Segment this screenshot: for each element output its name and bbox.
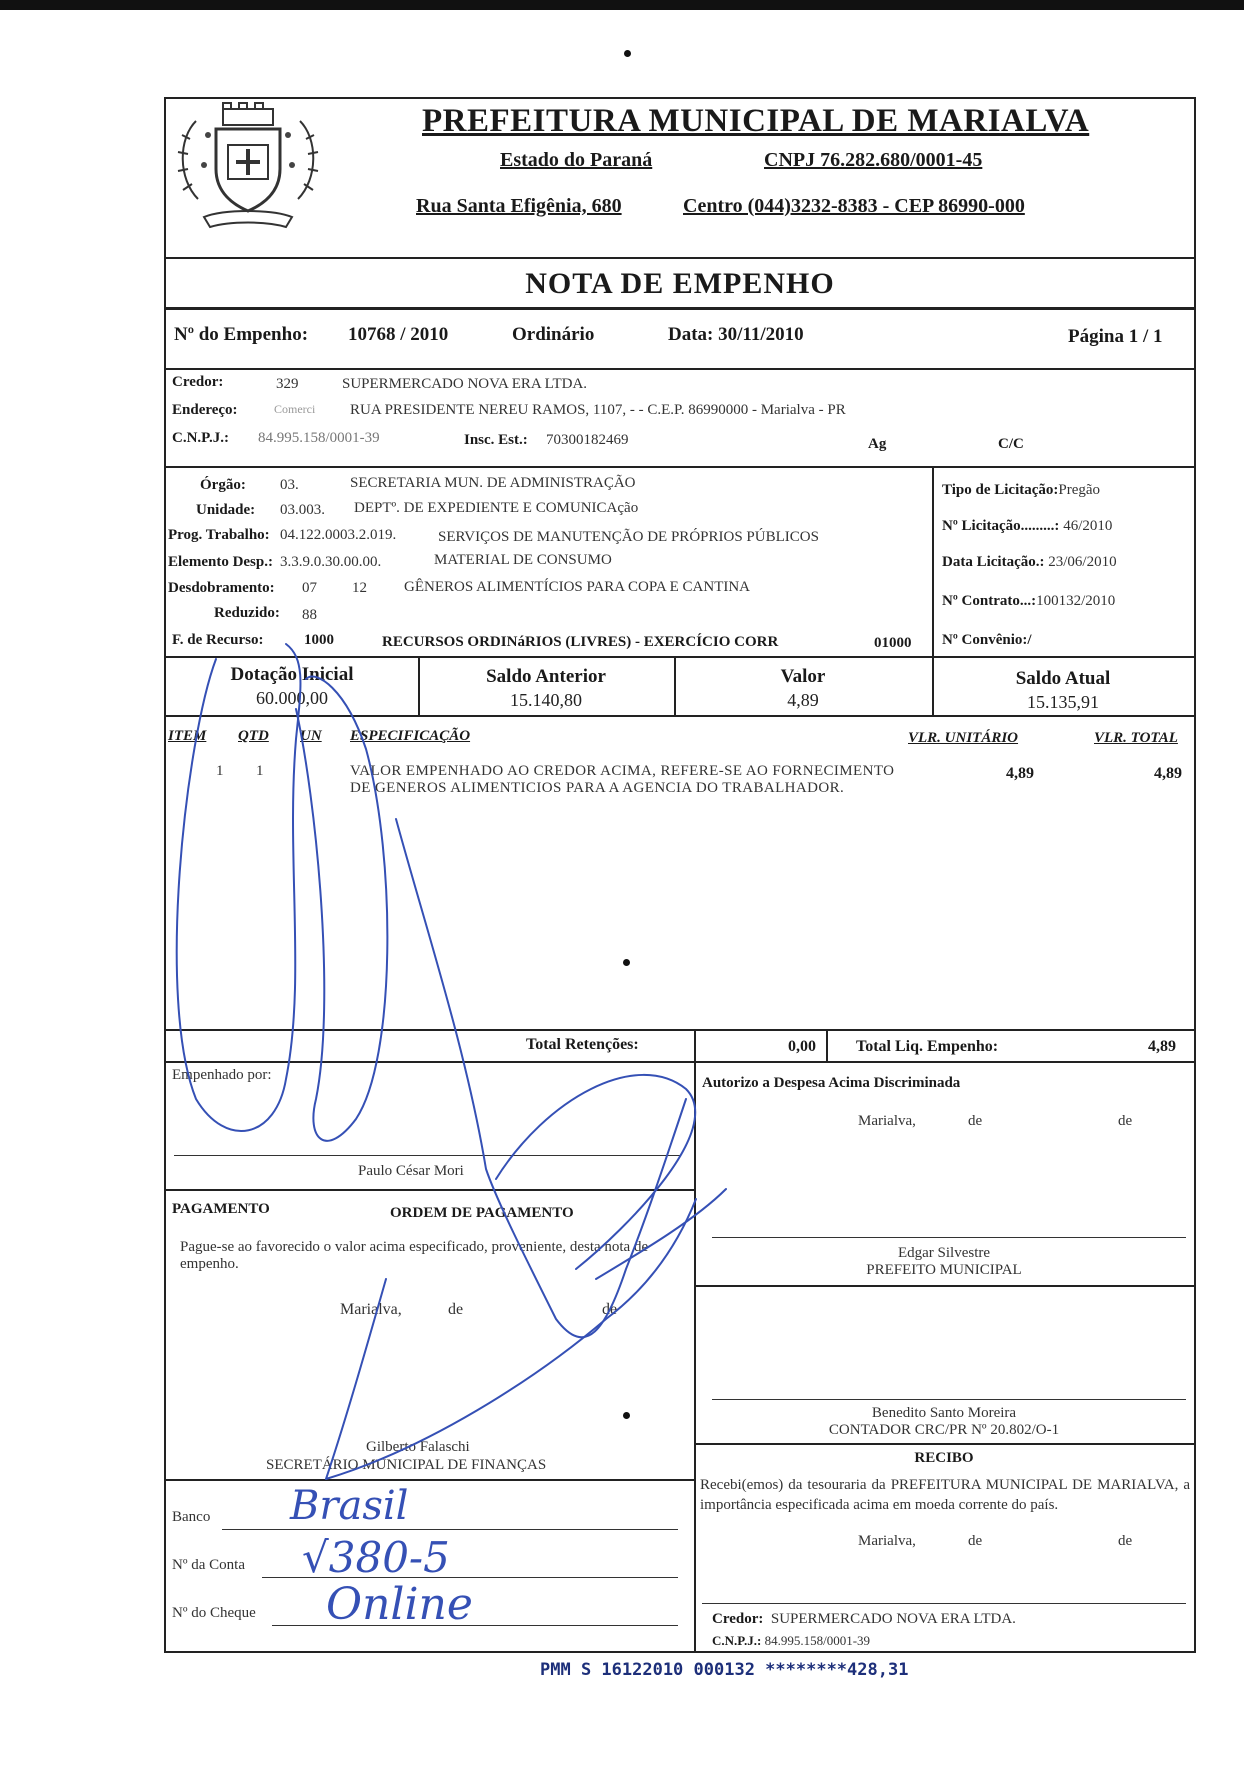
col-item-header: ITEM: [168, 728, 207, 744]
cheque-handwriting: Online: [326, 1579, 473, 1630]
contador-name: Benedito Santo Moreira: [871, 1405, 1017, 1421]
cheque-label: Nº do Cheque: [172, 1605, 256, 1621]
pagamento-label: PAGAMENTO: [172, 1201, 270, 1217]
col-unit-header: VLR. UNITÁRIO: [908, 730, 1019, 746]
saldo-anterior-label: Saldo Anterior: [486, 666, 606, 687]
orgao-code: 03.: [280, 477, 299, 493]
ag-label: Ag: [868, 436, 887, 452]
recurso-code2: 01000: [874, 635, 912, 651]
signature-strokes: [166, 99, 1194, 1651]
credor-name: SUPERMERCADO NOVA ERA LTDA.: [342, 376, 588, 392]
recibo-text: Recebi(emos) da tesouraria da PREFEITURA MUNICIPAL DE MARIALVA, a importância especificada acima em moeda corrente do país.: [700, 1477, 1190, 1513]
header-address: Rua Santa Efigênia, 680: [416, 195, 622, 217]
credor-label: Credor:: [172, 374, 224, 390]
secretario-title: SECRETÁRIO MUNICIPAL DE FINANÇAS: [266, 1457, 547, 1473]
valor-value: 4,89: [787, 690, 819, 710]
empenho-type: Ordinário: [512, 324, 595, 345]
conta-label: Nº da Conta: [172, 1557, 245, 1573]
secretario-name: Gilberto Falaschi: [366, 1439, 470, 1455]
pagamento-de1: de: [448, 1301, 464, 1318]
elem-label: Elemento Desp.:: [168, 554, 273, 570]
empenhado-por-label: Empenhado por:: [172, 1067, 272, 1083]
banco-handwriting: Brasil: [290, 1483, 409, 1529]
endereco-value: RUA PRESIDENTE NEREU RAMOS, 1107, - - C.E.P. 86990000 - Marialva - PR: [350, 402, 846, 418]
retencoes-label: Total Retenções:: [526, 1036, 639, 1053]
reduzido-label: Reduzido:: [214, 605, 280, 621]
licitacao-contrato: Nº Contrato...:100132/2010: [942, 593, 1116, 609]
recibo-de1: de: [968, 1533, 983, 1549]
elem-name: MATERIAL DE CONSUMO: [434, 552, 612, 568]
header-state: Estado do Paraná: [500, 149, 653, 171]
reduzido-value: 88: [302, 607, 317, 623]
autorizo-place: Marialva,: [858, 1113, 916, 1129]
col-qtd-header: QTD: [238, 728, 269, 744]
unidade-label: Unidade:: [196, 502, 256, 518]
endereco-prefix: Comerci: [274, 402, 316, 416]
pagamento-place: Marialva,: [340, 1301, 402, 1318]
row-qtd: 1: [256, 763, 264, 779]
orgao-name: SECRETARIA MUN. DE ADMINISTRAÇÃO: [350, 475, 636, 491]
retencoes-value: 0,00: [788, 1038, 816, 1055]
insc-value: 70300182469: [546, 432, 629, 448]
conta-handwriting: √380-5: [302, 1533, 450, 1582]
col-un-header: UN: [300, 728, 322, 744]
autorizo-de2: de: [1118, 1113, 1133, 1129]
prefeito-name: Edgar Silvestre: [897, 1245, 991, 1261]
empenho-date: Data: 30/11/2010: [668, 324, 804, 345]
pagamento-de2: de: [602, 1301, 618, 1318]
saldo-anterior-value: 15.140,80: [510, 690, 582, 710]
unidade-code: 03.003.: [280, 502, 325, 518]
prog-code: 04.122.0003.2.019.: [280, 527, 397, 543]
prefeito-title: PREFEITO MUNICIPAL: [866, 1262, 1022, 1278]
saldo-atual-value: 15.135,91: [1027, 692, 1099, 712]
recibo-place: Marialva,: [858, 1533, 916, 1549]
recurso-name: RECURSOS ORDINáRIOS (LIVRES) - EXERCÍCIO CORR: [382, 634, 779, 650]
unidade-name: DEPTº. DE EXPEDIENTE E COMUNICAção: [354, 500, 639, 516]
valor-label: Valor: [780, 666, 826, 687]
contador-title: CONTADOR CRC/PR Nº 20.802/O-1: [828, 1422, 1060, 1438]
desd-label: Desdobramento:: [168, 580, 275, 596]
recibo-credor: Credor: SUPERMERCADO NOVA ERA LTDA.: [712, 1611, 1016, 1627]
credor-code: 329: [276, 376, 299, 392]
header-cnpj: CNPJ 76.282.680/0001-45: [764, 149, 983, 171]
desd-code1: 07: [302, 580, 317, 596]
document-title: NOTA DE EMPENHO: [525, 267, 835, 300]
header-contact: Centro (044)3232-8383 - CEP 86990-000: [683, 195, 1025, 217]
desd-code2: 12: [352, 580, 367, 596]
row-item: 1: [216, 763, 224, 779]
licitacao-tipo-label: Tipo de Licitação:Pregão: [942, 482, 1101, 498]
dotacao-inicial-label: Dotação Inicial: [230, 664, 354, 685]
payment-stamp: PMM S 16122010 000132 ********428,31: [540, 1660, 909, 1680]
empenho-number-label: Nº do Empenho:: [174, 324, 309, 345]
nota-empenho-form: [164, 97, 1196, 1653]
insc-label: Insc. Est.:: [464, 432, 528, 448]
cnpj-value: 84.995.158/0001-39: [258, 430, 380, 446]
scan-dot: [624, 50, 631, 57]
liq-empenho-value: 4,89: [1148, 1038, 1176, 1055]
licitacao-num: Nº Licitação.........: 46/2010: [942, 518, 1113, 534]
endereco-label: Endereço:: [172, 402, 238, 418]
liq-empenho-label: Total Liq. Empenho:: [856, 1038, 999, 1055]
elem-code: 3.3.9.0.30.00.00.: [280, 554, 382, 570]
prog-name: SERVIÇOS DE MANUTENÇÃO DE PRÓPRIOS PÚBLICOS: [438, 529, 819, 545]
scan-top-border: [0, 0, 1244, 10]
autorizo-de1: de: [968, 1113, 983, 1129]
licitacao-convenio: Nº Convênio:/: [942, 632, 1032, 648]
pagamento-text: Pague-se ao favorecido o valor acima especificado, proveniente, desta nota de empenho.: [180, 1239, 649, 1272]
col-spec-header: ESPECIFICAÇÃO: [350, 728, 471, 744]
page-number: Página 1 / 1: [1068, 326, 1163, 347]
cnpj-label: C.N.P.J.:: [172, 430, 229, 446]
empenhado-por-name: Paulo César Mori: [358, 1163, 464, 1179]
desd-name: GÊNEROS ALIMENTÍCIOS PARA COPA E CANTINA: [404, 579, 751, 595]
dotacao-inicial-value: 60.000,00: [256, 688, 328, 708]
recurso-code: 1000: [304, 632, 334, 648]
row-total: 4,89: [1154, 765, 1182, 782]
saldo-atual-label: Saldo Atual: [1015, 668, 1111, 689]
recibo-label: RECIBO: [914, 1450, 974, 1466]
row-spec: VALOR EMPENHADO AO CREDOR ACIMA, REFERE-SE AO FORNECIMENTO DE GENEROS ALIMENTICIOS PARA A AGENCIA DO TRABALHADOR.: [350, 763, 895, 796]
cc-label: C/C: [998, 436, 1024, 452]
recibo-de2: de: [1118, 1533, 1133, 1549]
row-unit: 4,89: [1006, 765, 1034, 782]
ordem-pagamento-label: ORDEM DE PAGAMENTO: [390, 1205, 574, 1221]
recurso-label: F. de Recurso:: [172, 632, 264, 648]
orgao-label: Órgão:: [200, 477, 246, 493]
prog-label: Prog. Trabalho:: [168, 527, 270, 543]
empenho-number: 10768 / 2010: [348, 324, 449, 345]
col-total-header: VLR. TOTAL: [1094, 730, 1178, 746]
prefeitura-title: PREFEITURA MUNICIPAL DE MARIALVA: [422, 103, 1090, 139]
banco-label: Banco: [172, 1509, 211, 1525]
licitacao-data: Data Licitação.: 23/06/2010: [942, 554, 1117, 570]
autorizo-label: Autorizo a Despesa Acima Discriminada: [702, 1075, 961, 1091]
recibo-cnpj: C.N.P.J.: 84.995.158/0001-39: [712, 1633, 871, 1648]
